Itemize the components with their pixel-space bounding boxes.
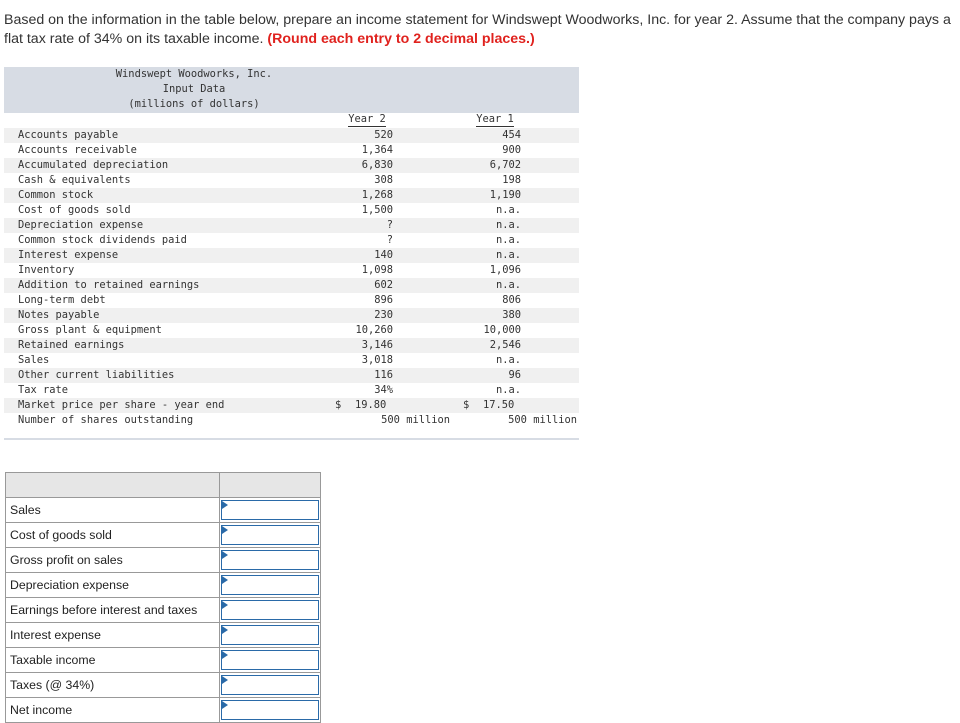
- table-row: [4, 338, 579, 353]
- company-name: Windswept Woodworks, Inc.: [115, 68, 273, 80]
- year2-value: 520: [374, 129, 393, 141]
- currency-symbol: $: [335, 399, 342, 411]
- line-item-label: Cost of goods sold: [6, 523, 220, 548]
- table-row: [4, 188, 579, 203]
- table-row: [4, 293, 579, 308]
- year1-value: 96: [508, 369, 521, 381]
- year1-value: n.a.: [495, 219, 521, 231]
- income-statement-row: [6, 573, 321, 598]
- income-statement-row: [6, 598, 321, 623]
- row-label: Sales: [18, 354, 50, 366]
- income-statement-table: [5, 472, 321, 723]
- table-row: [4, 323, 579, 338]
- table-row: [4, 248, 579, 263]
- year1-value: 1,096: [489, 264, 521, 276]
- year2-value: ?: [386, 219, 393, 231]
- column-header-label: Year 2: [348, 113, 386, 125]
- year1-value: 380: [502, 309, 521, 321]
- units-note: (millions of dollars): [128, 98, 260, 110]
- year1-value: 1,190: [489, 189, 521, 201]
- year1-value: 500 million: [508, 414, 577, 426]
- table-row: [4, 263, 579, 278]
- question-body: Based on the information in the table below, prepare an income statement for Windswept Woodworks, Inc. for year 2. Assume that the company pays a flat tax rate of 34% on its taxable income.: [4, 12, 951, 47]
- amount-input[interactable]: [221, 500, 319, 520]
- input-data-table: [4, 67, 579, 440]
- year2-value: 1,268: [361, 189, 393, 201]
- currency-symbol: $: [463, 399, 470, 411]
- year2-value: 1,364: [361, 144, 393, 156]
- row-label: Tax rate: [18, 384, 69, 396]
- amount-input[interactable]: [221, 600, 319, 620]
- income-statement-row: [6, 698, 321, 723]
- year2-value: 230: [374, 309, 393, 321]
- year1-value: 198: [502, 174, 521, 186]
- year2-value: 602: [374, 279, 393, 291]
- row-label: Other current liabilities: [18, 369, 175, 381]
- income-statement-row: [6, 498, 321, 523]
- table-row: [4, 143, 579, 158]
- amount-input[interactable]: [221, 700, 319, 720]
- line-item-label: Interest expense: [6, 623, 220, 648]
- row-label: Accumulated depreciation: [18, 159, 169, 171]
- year1-value: 6,702: [489, 159, 521, 171]
- amount-input[interactable]: [221, 550, 319, 570]
- year1-value: n.a.: [495, 249, 521, 261]
- year1-value: 806: [502, 294, 521, 306]
- year1-value: 900: [502, 144, 521, 156]
- table-row: [4, 353, 579, 368]
- row-label: Cash & equivalents: [18, 174, 131, 186]
- year2-value: 116: [374, 369, 393, 381]
- row-label: Common stock: [18, 189, 94, 201]
- table-row-price: [4, 398, 579, 413]
- row-label: Cost of goods sold: [18, 204, 131, 216]
- input-marker-icon: [222, 576, 228, 584]
- row-label: Addition to retained earnings: [18, 279, 200, 291]
- year2-value: 3,146: [361, 339, 393, 351]
- year2-value: 140: [374, 249, 393, 261]
- row-label: Inventory: [18, 264, 75, 276]
- year2-value: ?: [386, 234, 393, 246]
- income-statement-row: [6, 548, 321, 573]
- year1-value: n.a.: [495, 384, 521, 396]
- input-marker-icon: [222, 526, 228, 534]
- income-statement-row: [6, 523, 321, 548]
- line-item-label: Sales: [6, 498, 220, 523]
- input-marker-icon: [222, 651, 228, 659]
- row-label: Interest expense: [18, 249, 119, 261]
- table-row: [4, 233, 579, 248]
- table-row-shares: [4, 413, 579, 428]
- year2-value: 896: [374, 294, 393, 306]
- year1-value: n.a.: [495, 234, 521, 246]
- table-row: [4, 308, 579, 323]
- income-statement-row: [6, 648, 321, 673]
- row-label: Notes payable: [18, 309, 100, 321]
- amount-input[interactable]: [221, 625, 319, 645]
- amount-input[interactable]: [221, 575, 319, 595]
- line-item-label: Depreciation expense: [6, 573, 220, 598]
- question-text: [4, 11, 954, 49]
- year2-value: 6,830: [361, 159, 393, 171]
- table-row: [4, 128, 579, 143]
- year1-value: 2,546: [489, 339, 521, 351]
- table-row: [4, 368, 579, 383]
- year2-value: 19.80: [355, 399, 387, 411]
- year2-value: 1,098: [361, 264, 393, 276]
- year2-value: 10,260: [355, 324, 393, 336]
- table-row: [4, 173, 579, 188]
- income-statement-row: [6, 673, 321, 698]
- income-statement-header-row: [6, 473, 321, 498]
- col-header-year1: [463, 112, 527, 127]
- year1-value: 454: [502, 129, 521, 141]
- table-row: [4, 158, 579, 173]
- year1-value: n.a.: [495, 354, 521, 366]
- year2-value: 308: [374, 174, 393, 186]
- line-item-label: Taxes (@ 34%): [6, 673, 220, 698]
- input-marker-icon: [222, 676, 228, 684]
- input-marker-icon: [222, 701, 228, 709]
- year1-value: 17.50: [483, 399, 515, 411]
- row-label: Number of shares outstanding: [18, 414, 194, 426]
- col-header-year2: [335, 112, 399, 127]
- table-subtitle: Input Data: [162, 83, 226, 95]
- table-row: [4, 278, 579, 293]
- table-row: [4, 383, 579, 398]
- row-label: Depreciation expense: [18, 219, 144, 231]
- line-item-label: Net income: [6, 698, 220, 723]
- year1-value: n.a.: [495, 279, 521, 291]
- year2-value: 1,500: [361, 204, 393, 216]
- row-label: Common stock dividends paid: [18, 234, 187, 246]
- row-label: Retained earnings: [18, 339, 125, 351]
- amount-input[interactable]: [221, 650, 319, 670]
- input-marker-icon: [222, 551, 228, 559]
- year2-value: 500 million: [381, 414, 450, 426]
- line-item-label: Gross profit on sales: [6, 548, 220, 573]
- income-statement-row: [6, 623, 321, 648]
- year1-value: 10,000: [483, 324, 521, 336]
- line-item-label: Taxable income: [6, 648, 220, 673]
- line-item-label: Earnings before interest and taxes: [6, 598, 220, 623]
- table-row: [4, 218, 579, 233]
- input-marker-icon: [222, 501, 228, 509]
- column-header-label: Year 1: [476, 113, 514, 125]
- row-label: Accounts payable: [18, 129, 119, 141]
- row-label: Long-term debt: [18, 294, 106, 306]
- year1-value: n.a.: [495, 204, 521, 216]
- amount-input[interactable]: [221, 675, 319, 695]
- input-marker-icon: [222, 601, 228, 609]
- year2-value: 3,018: [361, 354, 393, 366]
- row-label: Market price per share - year end: [18, 399, 225, 411]
- input-data-header: [4, 67, 579, 125]
- input-marker-icon: [222, 626, 228, 634]
- rounding-instruction: (Round each entry to 2 decimal places.): [267, 31, 535, 47]
- table-bottom-rule: [4, 438, 579, 440]
- table-row: [4, 203, 579, 218]
- row-label: Accounts receivable: [18, 144, 137, 156]
- row-label: Gross plant & equipment: [18, 324, 162, 336]
- amount-input[interactable]: [221, 525, 319, 545]
- year2-value: 34%: [374, 384, 393, 396]
